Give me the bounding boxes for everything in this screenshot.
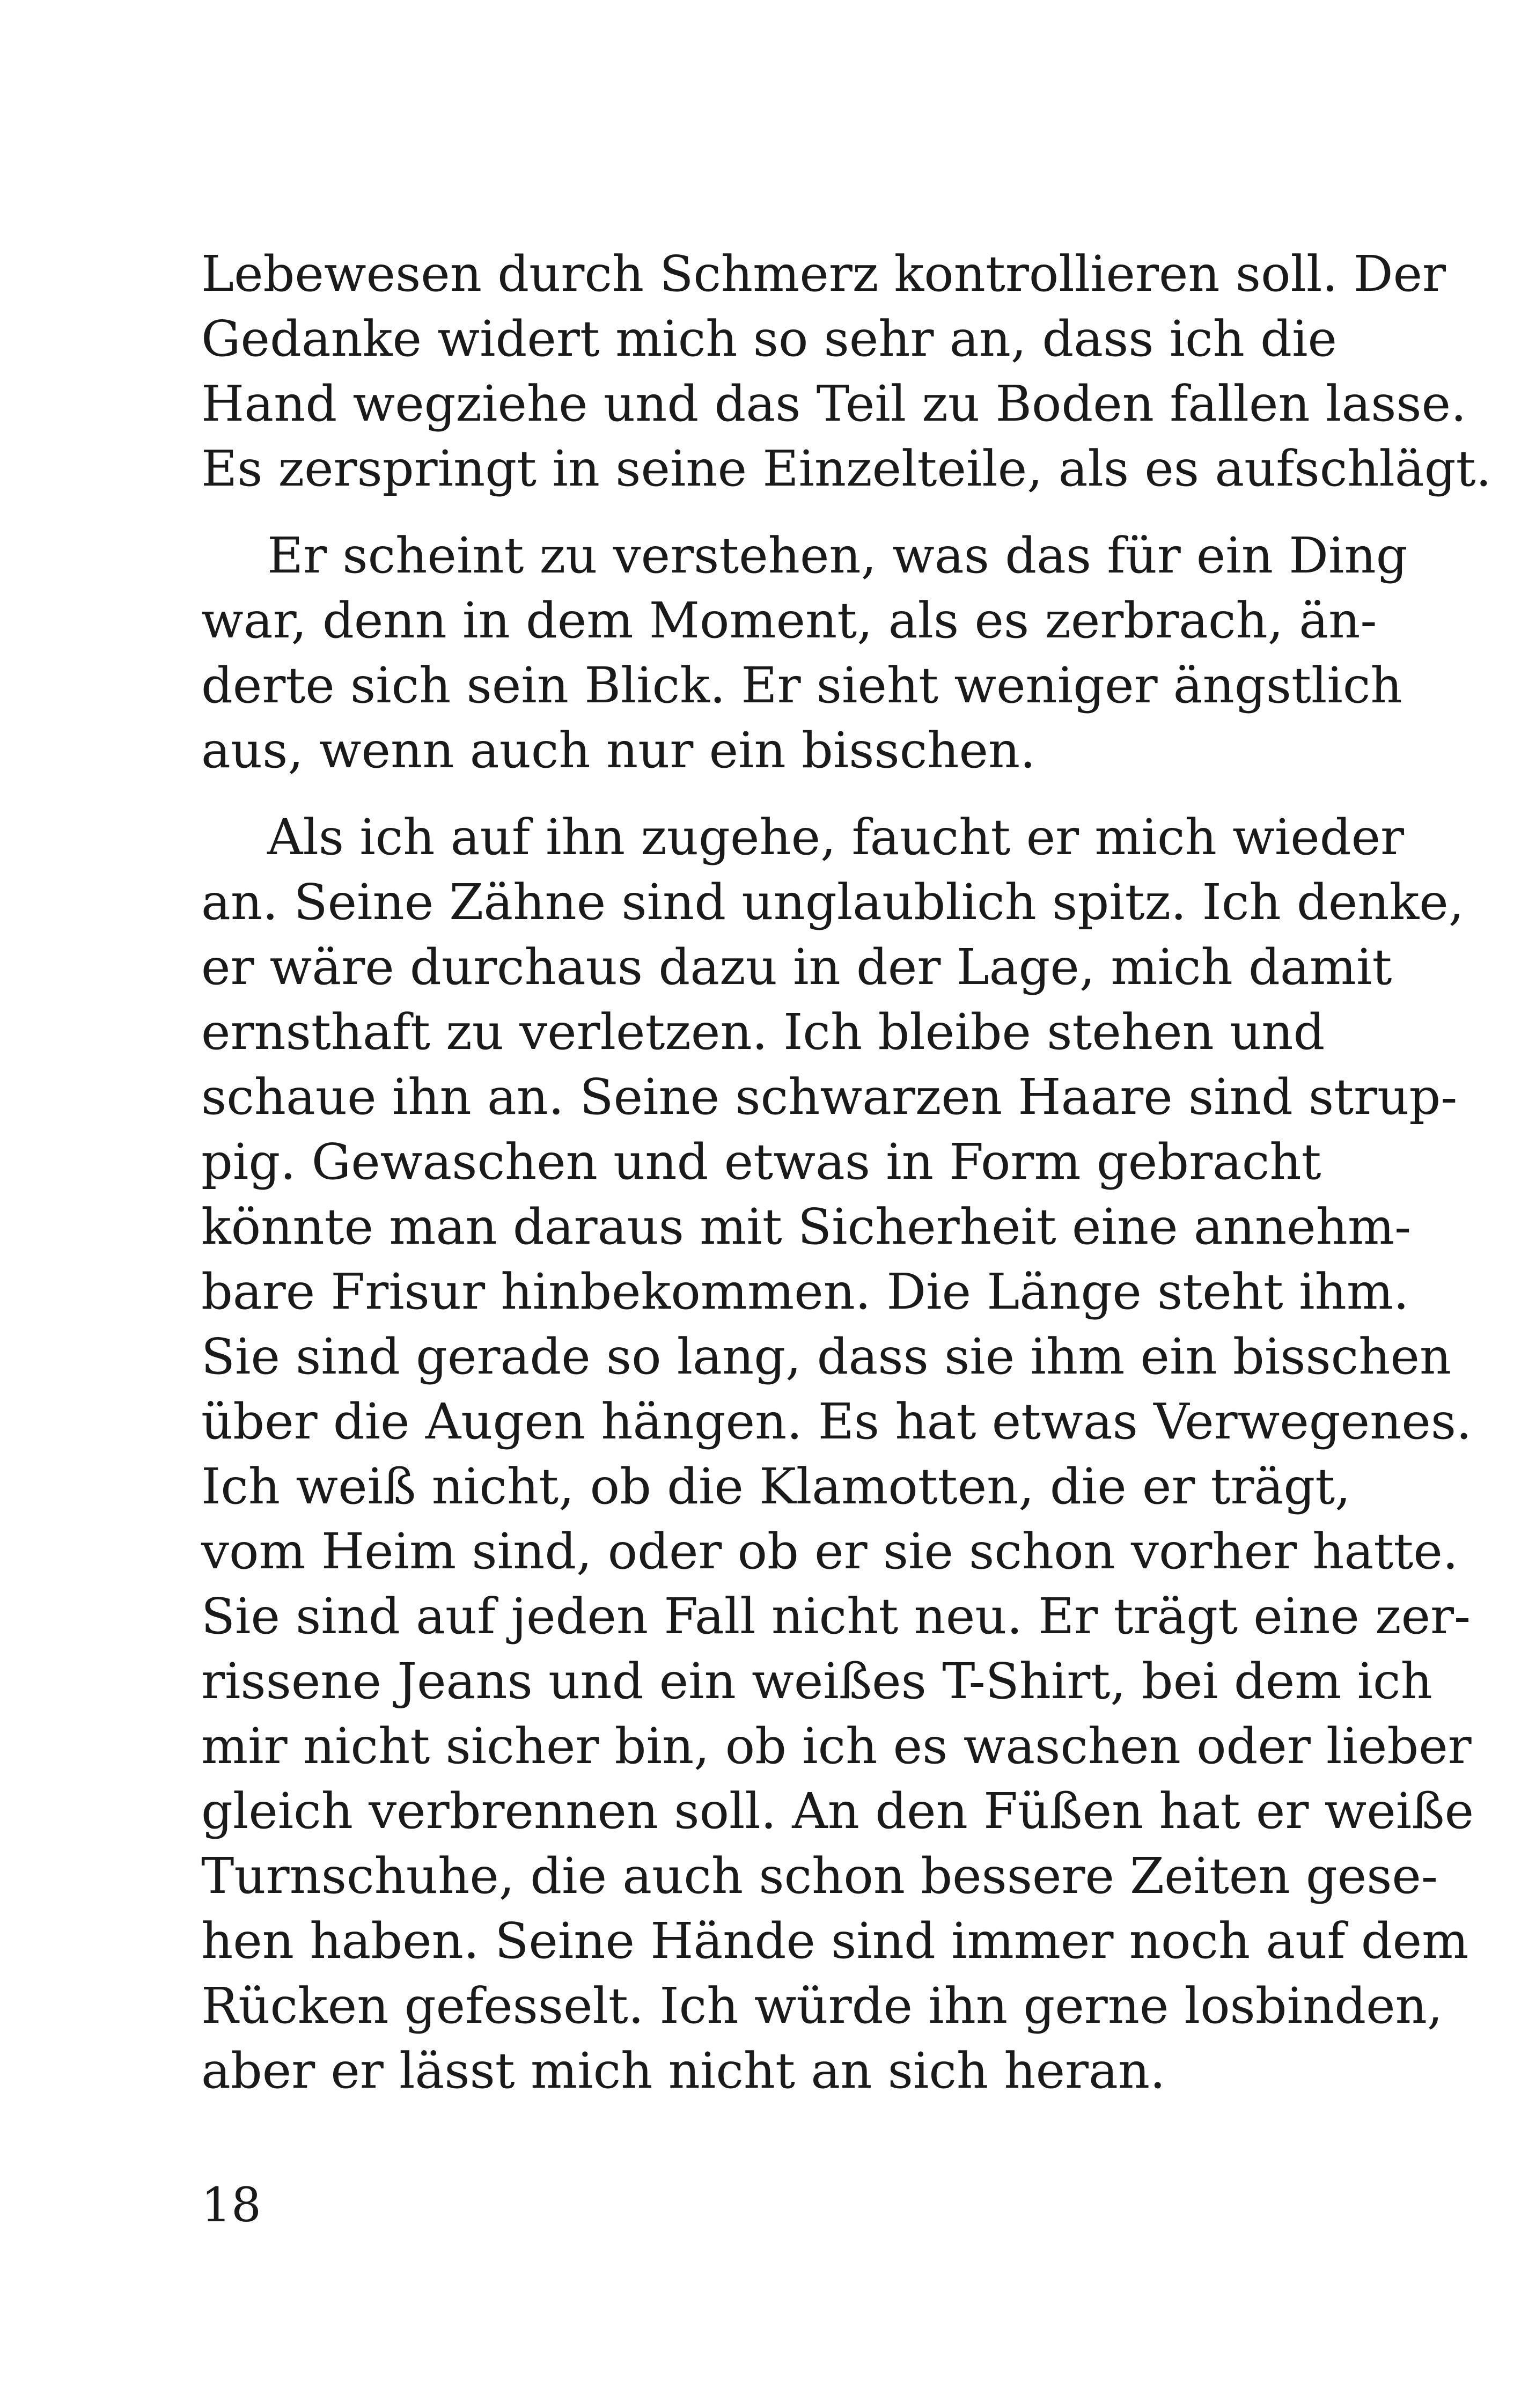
text-line: Lebewesen durch Schmerz kontrollieren soll. Der xyxy=(201,245,1446,303)
text-line: Sie sind auf jeden Fall nicht neu. Er trägt eine zer- xyxy=(201,1588,1471,1645)
text-line: Gedanke widert mich so sehr an, dass ich die xyxy=(201,310,1337,368)
text-line: rissene Jeans und ein weißes T-Shirt, bei dem ich xyxy=(201,1653,1432,1710)
text-line: könnte man daraus mit Sicherheit eine annehm- xyxy=(201,1198,1412,1256)
text-line: über die Augen hängen. Es hat etwas Verwegenes. xyxy=(201,1393,1472,1450)
paragraph-1 xyxy=(201,241,1491,501)
text-line: Er scheint zu verstehen, was das für ein Ding xyxy=(267,527,1408,584)
text-line: an. Seine Zähne sind unglaublich spitz. Ich denke, xyxy=(201,873,1464,931)
paragraph-2 xyxy=(201,523,1408,783)
text-line: Hand wegziehe und das Teil zu Boden fallen lasse. xyxy=(201,375,1467,432)
text-line: Ich weiß nicht, ob die Klamotten, die er trägt, xyxy=(201,1458,1351,1515)
text-line: schaue ihn an. Seine schwarzen Haare sind strup- xyxy=(201,1068,1458,1126)
text-line: bare Frisur hinbekommen. Die Länge steht ihm. xyxy=(201,1263,1409,1320)
text-line: pig. Gewaschen und etwas in Form gebracht xyxy=(201,1133,1321,1191)
text-line: mir nicht sicher bin, ob ich es waschen oder lieber xyxy=(201,1717,1472,1775)
text-line: derte sich sein Blick. Er sieht weniger ängstlich xyxy=(201,657,1402,714)
text-line: war, denn in dem Moment, als es zerbrach, än- xyxy=(201,592,1377,649)
text-line: aber er lässt mich nicht an sich heran. xyxy=(201,2042,1166,2099)
text-line: Rücken gefesselt. Ich würde ihn gerne losbinden, xyxy=(201,1977,1443,2035)
text-line: gleich verbrennen soll. An den Füßen hat er weiße xyxy=(201,1782,1474,1840)
text-line: Es zerspringt in seine Einzelteile, als es aufschlägt. xyxy=(201,440,1491,497)
body-text xyxy=(201,241,1491,2103)
text-line: ernsthaft zu verletzen. Ich bleibe stehen und xyxy=(201,1003,1325,1061)
page-number: 18 xyxy=(201,2177,261,2233)
text-line: Turnschuhe, die auch schon bessere Zeiten gese- xyxy=(201,1847,1438,1905)
paragraph-3 xyxy=(201,805,1474,2103)
text-line: vom Heim sind, oder ob er sie schon vorher hatte. xyxy=(201,1523,1459,1580)
text-line: Sie sind gerade so lang, dass sie ihm ein bisschen xyxy=(201,1328,1452,1385)
text-line: Als ich auf ihn zugehe, faucht er mich wieder xyxy=(267,809,1405,866)
text-line: er wäre durchaus dazu in der Lage, mich damit xyxy=(201,938,1392,996)
text-line: aus, wenn auch nur ein bisschen. xyxy=(201,722,1036,779)
text-line: hen haben. Seine Hände sind immer noch auf dem xyxy=(201,1912,1469,1970)
